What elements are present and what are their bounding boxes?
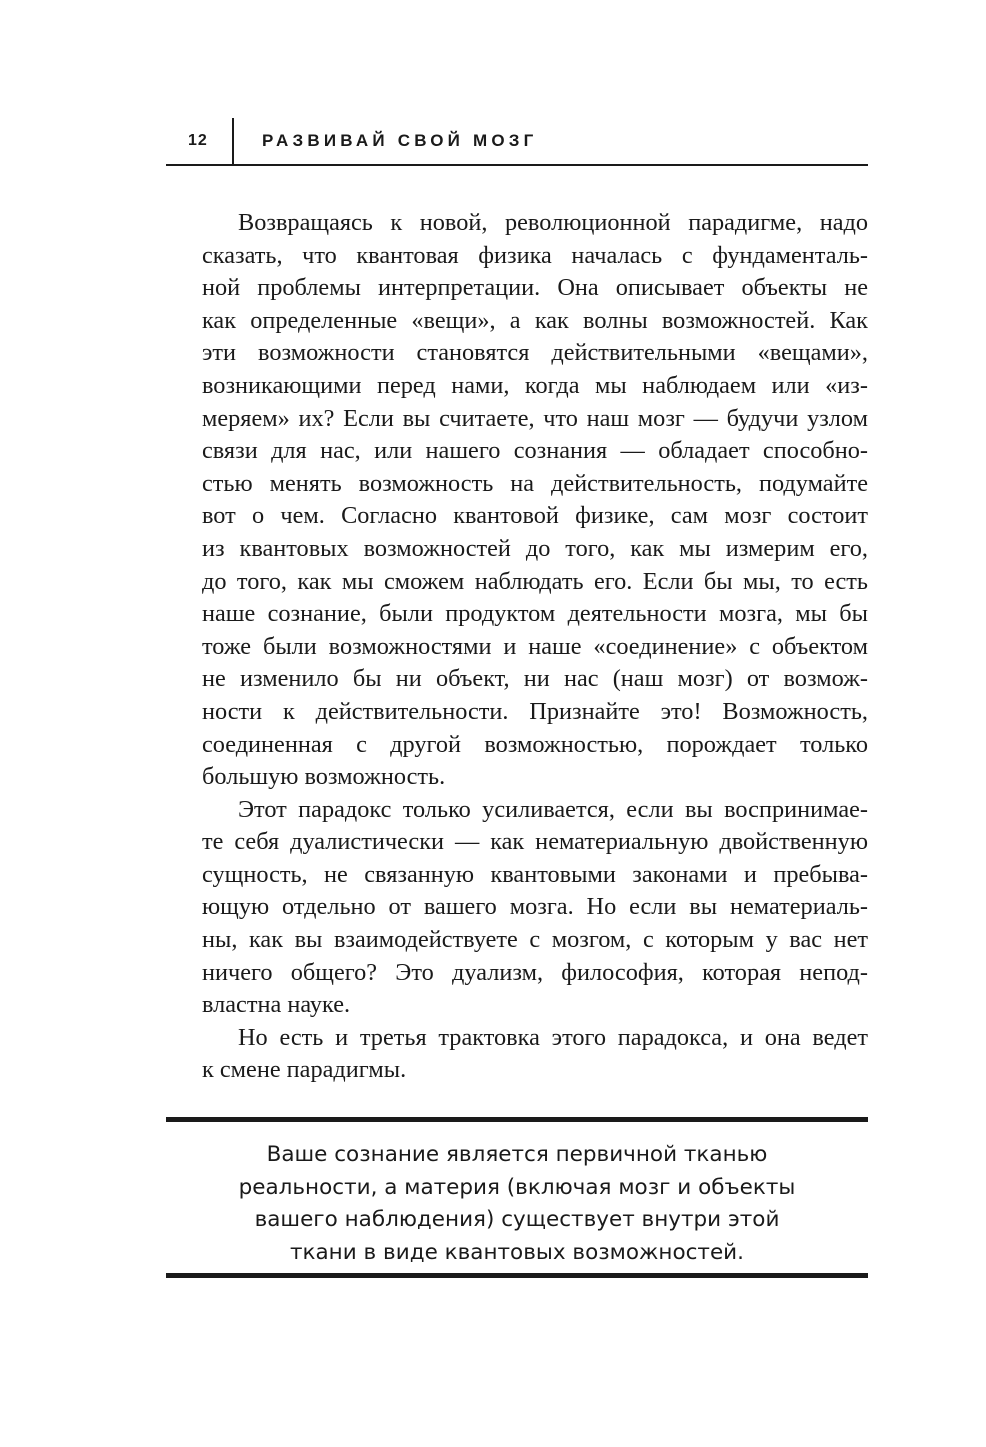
pull-quote-text — [166, 1139, 868, 1269]
text-line: вот о чем. Согласно квантовой физике, сам мозг состоит — [202, 502, 868, 530]
quote-line: вашего наблюдения) существует внутри этой — [254, 1207, 780, 1232]
pull-quote — [166, 1117, 868, 1277]
text-line: ющую отдельно от вашего мозга. Но если вы нематериаль- — [202, 893, 868, 921]
text-line: ной проблемы интерпретации. Она описывает объекты не — [202, 274, 868, 302]
running-title: РАЗВИВАЙ СВОЙ МОЗГ — [262, 131, 538, 150]
text-line: стью менять возможность на действительность, подумайте — [202, 469, 868, 497]
text-line: властна науке. — [202, 991, 351, 1019]
text-line: сказать, что квантовая физика началась с фундаменталь- — [202, 241, 868, 269]
text-line: возникающими перед нами, когда мы наблюдаем или «из- — [202, 371, 868, 399]
text-line: как определенные «вещи», а как волны возможностей. Как — [202, 306, 868, 334]
text-line: те себя дуалистически — как нематериальную двойственную — [202, 828, 868, 856]
quote-line: Ваше сознание является первичной тканью — [266, 1142, 768, 1167]
text-line: сущность, не связанную квантовыми законами и пребыва- — [202, 860, 868, 888]
running-header — [166, 118, 868, 166]
text-line: Возвращаясь к новой, революционной парадигме, надо — [238, 209, 868, 236]
text-line: наше сознание, были продуктом деятельности мозга, мы бы — [202, 600, 868, 628]
text-line: эти возможности становятся действительными «вещами», — [202, 339, 868, 367]
page-number: 12 — [188, 132, 208, 149]
text-line: ничего общего? Это дуализм, философия, которая непод- — [202, 958, 868, 986]
header-divider — [232, 118, 234, 164]
paragraph-1 — [166, 207, 868, 794]
pull-quote-top-rule — [166, 1117, 868, 1122]
paragraph-2 — [166, 794, 868, 1022]
body-text — [166, 207, 868, 1087]
text-line: большую возможность. — [202, 763, 446, 791]
text-line: ности к действительности. Признайте это! Возможность, — [202, 697, 868, 725]
text-line: Но есть и третья трактовка этого парадокса, и она ведет — [238, 1023, 868, 1051]
text-line: до того, как мы сможем наблюдать его. Если бы мы, то есть — [202, 567, 868, 595]
text-line: Этот парадокс только усиливается, если вы воспринимае- — [238, 795, 868, 823]
text-line: связи для нас, или нашего сознания — обладает способно- — [202, 437, 868, 465]
quote-line: ткани в виде квантовых возможностей. — [290, 1239, 744, 1265]
quote-line: реальности, а материя (включая мозг и объекты — [238, 1174, 796, 1200]
pull-quote-bottom-rule — [166, 1273, 868, 1278]
text-line: не изменило бы ни объект, ни нас (наш мозг) от возмож- — [202, 665, 868, 693]
text-line: соединенная с другой возможностью, порождает только — [202, 730, 868, 758]
text-line: из квантовых возможностей до того, как мы измерим его, — [202, 534, 868, 562]
text-line: к смене парадигмы. — [202, 1056, 407, 1084]
paragraph-3 — [166, 1022, 868, 1087]
text-line: меряем» их? Если вы считаете, что наш мозг — будучи узлом — [202, 404, 868, 432]
text-line: ны, как вы взаимодействуете с мозгом, с которым у вас нет — [202, 926, 868, 954]
text-line: тоже были возможностями и наше «соединение» с объектом — [202, 632, 868, 660]
